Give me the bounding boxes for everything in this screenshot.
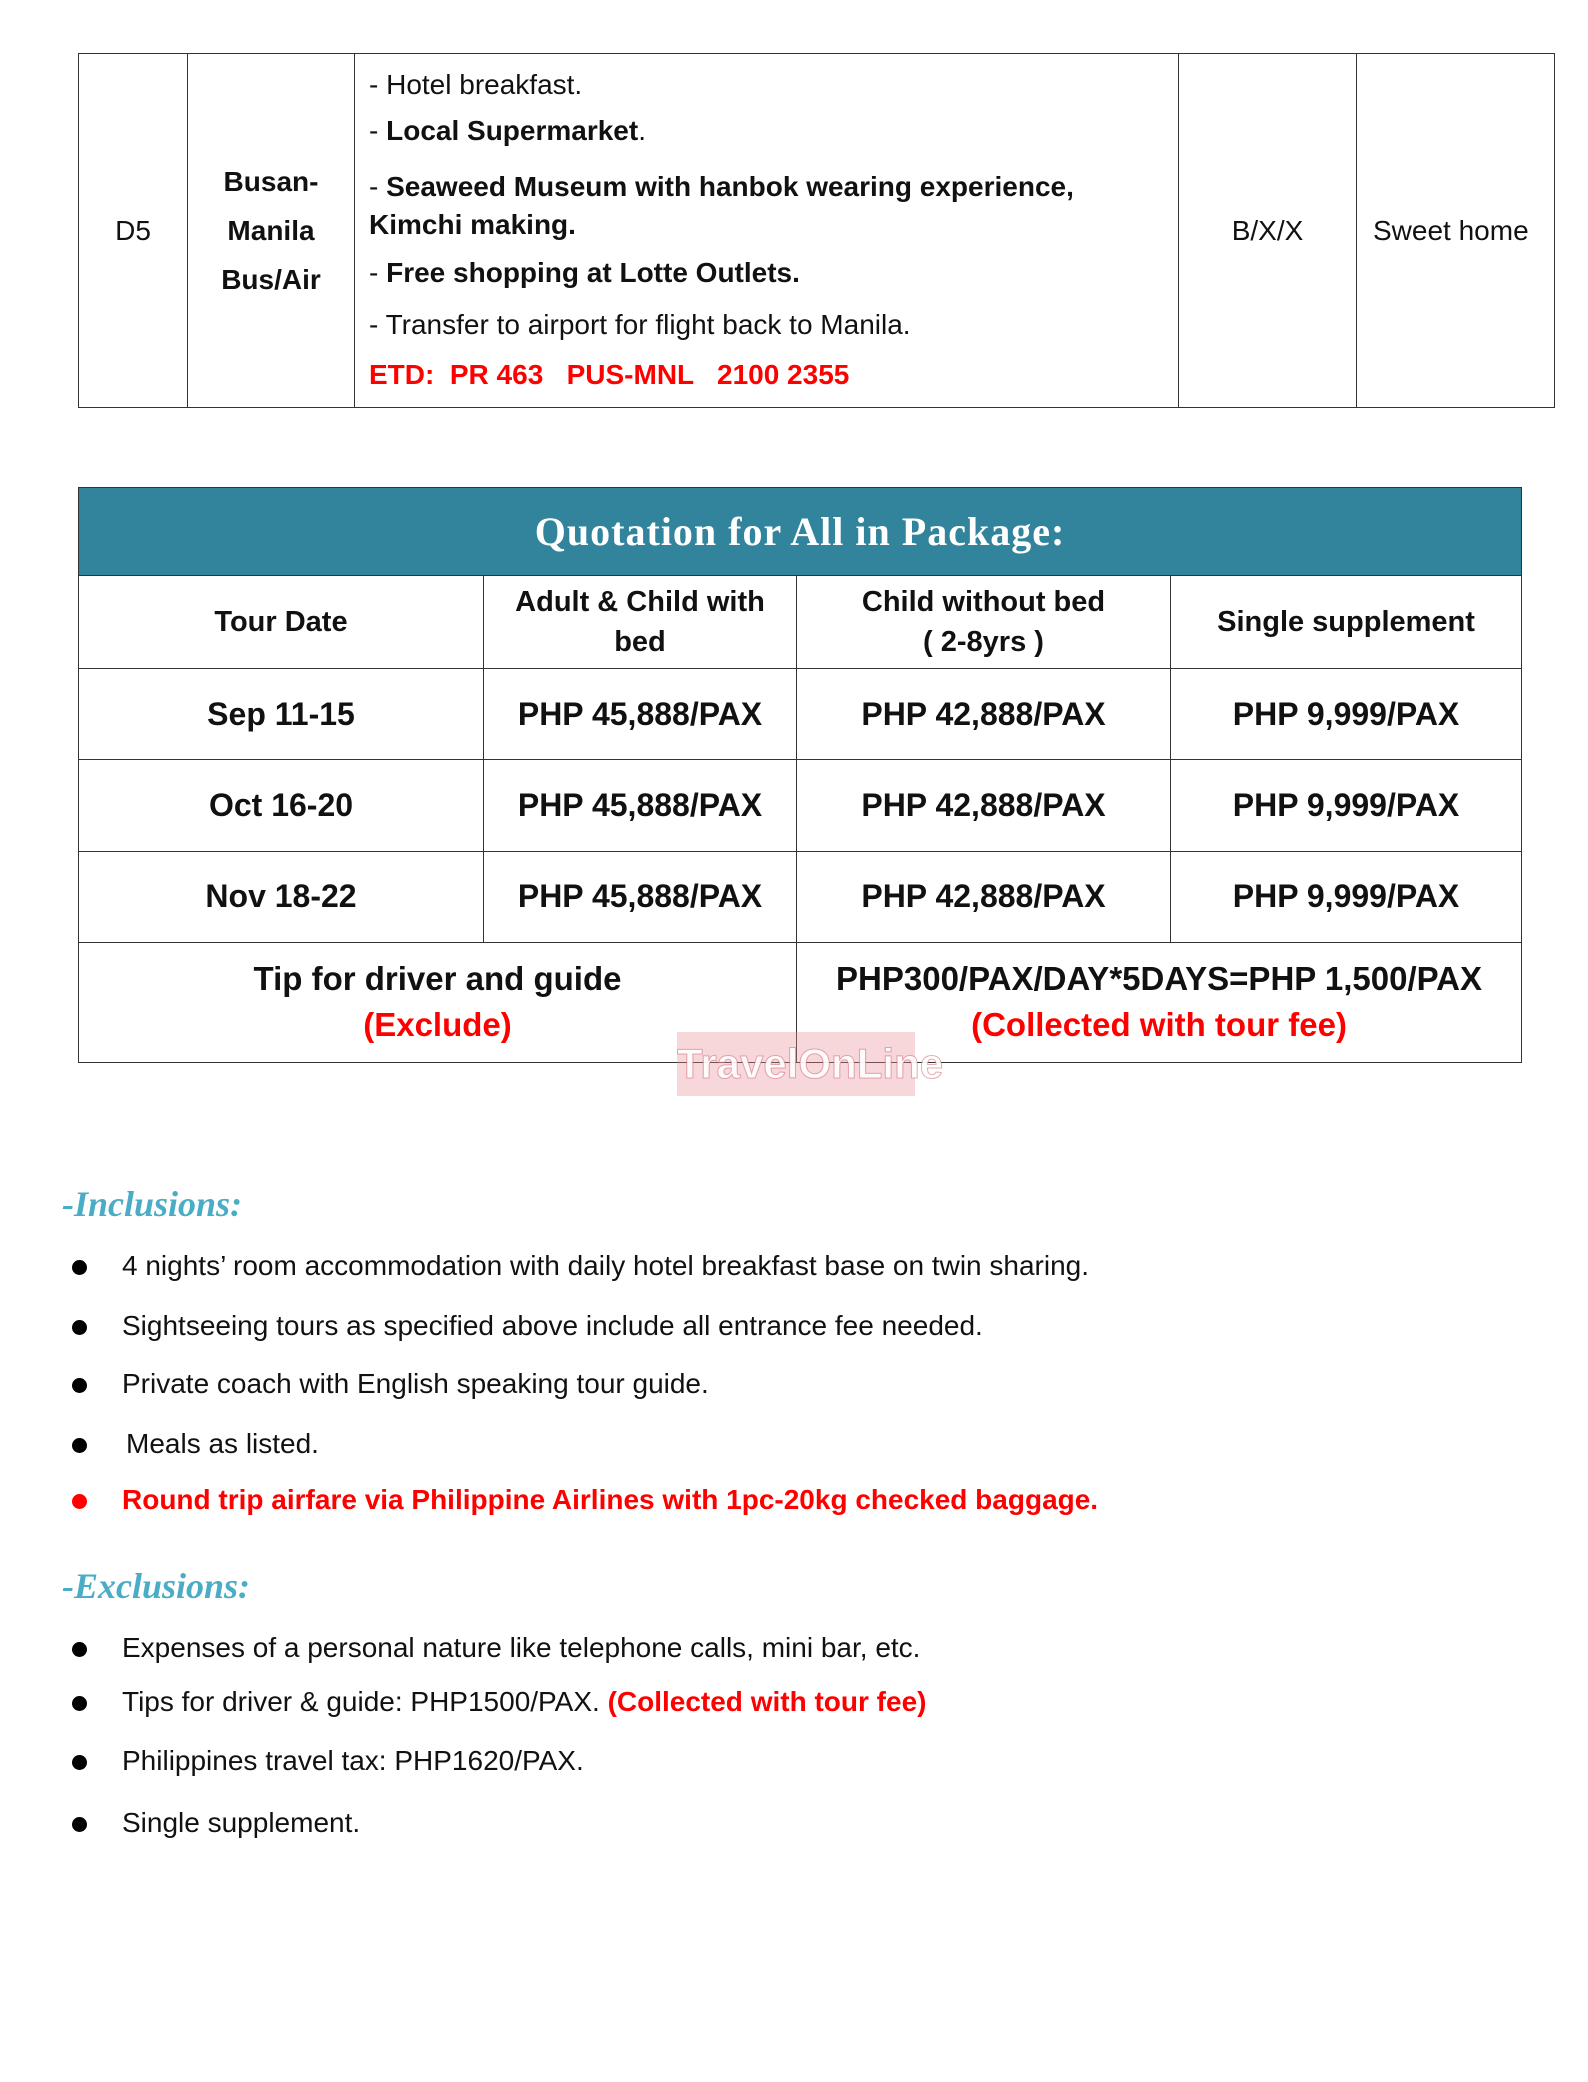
quotation-header-row (79, 576, 1522, 669)
list-item-text: Sightseeing tours as specified above include all entrance fee needed. (122, 1310, 983, 1341)
child-price: PHP 42,888/PAX (797, 851, 1171, 942)
tour-date: Sep 11-15 (79, 669, 484, 760)
activity-supermarket-label: Local Supermarket (386, 115, 639, 146)
tips-text: Tips for driver & guide: PHP1500/PAX. (122, 1686, 600, 1717)
itinerary-table (78, 53, 1555, 408)
bullet-icon (72, 1642, 87, 1657)
list-item-text: Philippines travel tax: PHP1620/PAX. (122, 1745, 584, 1776)
activity-supermarket (369, 112, 1178, 150)
header-adult-line: Adult & Child with (515, 586, 765, 619)
header-adult-line: bed (614, 626, 666, 659)
table-row (79, 669, 1522, 760)
inclusions-title: -Inclusions: (62, 1184, 243, 1224)
tour-date: Oct 16-20 (79, 760, 484, 851)
activity-kimchi: Kimchi making. (369, 209, 576, 240)
single-price: PHP 9,999/PAX (1171, 669, 1522, 760)
bullet-icon (72, 1438, 87, 1453)
header-child-line: ( 2-8yrs ) (923, 626, 1044, 659)
bullet-icon (72, 1494, 87, 1509)
child-price: PHP 42,888/PAX (797, 669, 1171, 760)
tip-value: PHP300/PAX/DAY*5DAYS=PHP 1,500/PAX (836, 960, 1483, 998)
adult-price: PHP 45,888/PAX (484, 760, 797, 851)
route-line: Busan- (223, 166, 319, 197)
quotation-title: Quotation for All in Package: (79, 488, 1522, 576)
route-cell (188, 54, 355, 408)
list-item-text: Meals as listed. (126, 1428, 319, 1459)
activity-museum (369, 168, 1178, 206)
table-row (79, 851, 1522, 942)
tour-date: Nov 18-22 (79, 851, 484, 942)
hotel-cell: Sweet home (1357, 54, 1555, 408)
activity-museum-label: Seaweed Museum with hanbok wearing experience, (386, 171, 1074, 202)
single-price: PHP 9,999/PAX (1171, 851, 1522, 942)
activity-prefix: - (369, 257, 387, 288)
list-item-text: Single supplement. (122, 1807, 361, 1838)
adult-price: PHP 45,888/PAX (484, 851, 797, 942)
single-price: PHP 9,999/PAX (1171, 760, 1522, 851)
header-child (797, 576, 1171, 669)
list-item-text: Private coach with English speaking tour guide. (122, 1368, 709, 1399)
child-price: PHP 42,888/PAX (797, 760, 1171, 851)
list-item-text: 4 nights’ room accommodation with daily hotel breakfast base on twin sharing. (122, 1250, 1090, 1281)
itinerary-row (79, 54, 1555, 408)
activity-shopping-label: Free shopping at Lotte Outlets. (386, 257, 800, 288)
list-item-text: Expenses of a personal nature like telephone calls, mini bar, etc. (122, 1632, 921, 1663)
tip-value-note: (Collected with tour fee) (971, 1006, 1347, 1044)
activity-prefix: - (369, 115, 387, 146)
tips-note: (Collected with tour fee) (607, 1686, 927, 1717)
bullet-icon (72, 1696, 87, 1711)
travelonline-watermark: TravelOnLine (677, 1032, 915, 1096)
header-single: Single supplement (1171, 576, 1522, 669)
meals-cell: B/X/X (1179, 54, 1357, 408)
adult-price: PHP 45,888/PAX (484, 669, 797, 760)
activity-transfer: - Transfer to airport for flight back to Manila. (369, 309, 911, 340)
list-item-text (122, 1686, 926, 1718)
route-line: Bus/Air (221, 264, 321, 295)
header-adult (484, 576, 797, 669)
day-cell: D5 (79, 54, 188, 408)
activities-cell (355, 54, 1179, 408)
header-tour-date: Tour Date (79, 576, 484, 669)
bullet-icon (72, 1378, 87, 1393)
flight-info: ETD: PR 463 PUS-MNL 2100 2355 (369, 359, 850, 390)
bullet-icon (72, 1320, 87, 1335)
activity-breakfast: - Hotel breakfast. (369, 69, 583, 100)
tip-label-note: (Exclude) (363, 1006, 512, 1044)
bullet-icon (72, 1260, 87, 1275)
bullet-icon (72, 1817, 87, 1832)
activity-prefix: - (369, 171, 387, 202)
exclusions-title: -Exclusions: (62, 1566, 251, 1606)
activity-suffix: . (638, 115, 646, 146)
table-row (79, 760, 1522, 851)
route-line: Manila (227, 215, 315, 246)
list-item-text: Round trip airfare via Philippine Airlines with 1pc-20kg checked baggage. (122, 1484, 1099, 1515)
tip-label: Tip for driver and guide (253, 960, 622, 998)
activity-shopping (369, 254, 1178, 292)
bullet-icon (72, 1755, 87, 1770)
header-child-line: Child without bed (861, 586, 1106, 619)
quotation-table (78, 487, 1522, 1063)
